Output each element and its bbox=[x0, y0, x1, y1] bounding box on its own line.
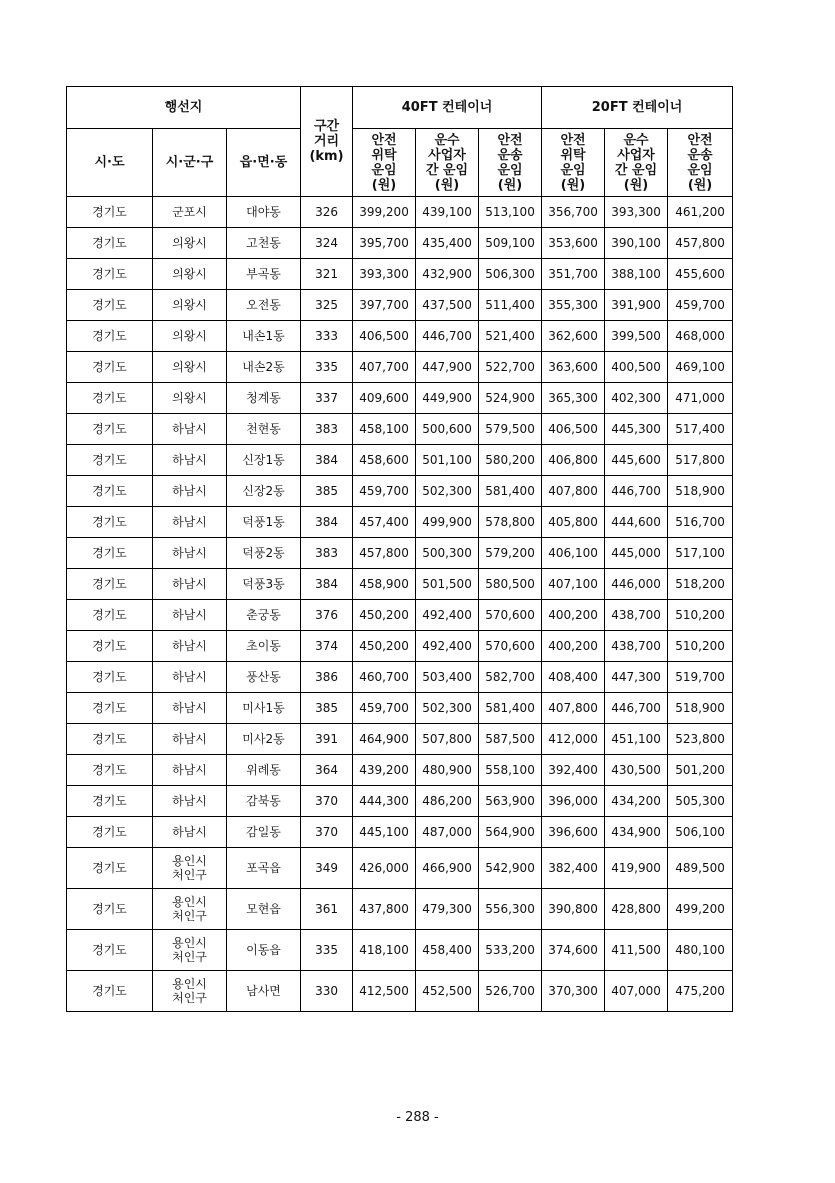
cell-20ft-safe-entrust: 356,700 bbox=[542, 197, 605, 228]
cell-40ft-carrier: 479,300 bbox=[416, 889, 479, 930]
cell-sigungu: 하남시 bbox=[153, 476, 227, 507]
cell-distance: 349 bbox=[301, 848, 353, 889]
cell-20ft-safe-transport: 471,000 bbox=[668, 383, 733, 414]
cell-20ft-carrier: 445,300 bbox=[605, 414, 668, 445]
table-row bbox=[67, 259, 733, 290]
cell-distance: 385 bbox=[301, 693, 353, 724]
cell-40ft-safe-transport: 587,500 bbox=[479, 724, 542, 755]
table-row bbox=[67, 848, 733, 889]
cell-eupmyeondong: 남사면 bbox=[227, 971, 301, 1012]
table-row bbox=[67, 228, 733, 259]
cell-40ft-safe-transport: 570,600 bbox=[479, 600, 542, 631]
cell-eupmyeondong: 초이동 bbox=[227, 631, 301, 662]
cell-20ft-safe-entrust: 355,300 bbox=[542, 290, 605, 321]
cell-sigungu: 하남시 bbox=[153, 414, 227, 445]
cell-40ft-safe-transport: 521,400 bbox=[479, 321, 542, 352]
table-row bbox=[67, 197, 733, 228]
cell-20ft-safe-entrust: 392,400 bbox=[542, 755, 605, 786]
cell-sigungu: 의왕시 bbox=[153, 321, 227, 352]
cell-sigungu: 의왕시 bbox=[153, 259, 227, 290]
cell-sido: 경기도 bbox=[67, 476, 153, 507]
cell-eupmyeondong: 덕풍3동 bbox=[227, 569, 301, 600]
cell-40ft-carrier: 466,900 bbox=[416, 848, 479, 889]
cell-40ft-carrier: 447,900 bbox=[416, 352, 479, 383]
cell-distance: 384 bbox=[301, 507, 353, 538]
cell-sigungu: 하남시 bbox=[153, 507, 227, 538]
header-20ft-carrier: 운수 사업자 간 운임 (원) bbox=[605, 129, 668, 197]
cell-40ft-safe-transport: 581,400 bbox=[479, 693, 542, 724]
cell-40ft-carrier: 492,400 bbox=[416, 600, 479, 631]
cell-sigungu: 하남시 bbox=[153, 569, 227, 600]
header-eupmyeondong: 읍·면·동 bbox=[227, 129, 301, 197]
table-row bbox=[67, 445, 733, 476]
cell-40ft-safe-entrust: 450,200 bbox=[353, 600, 416, 631]
cell-sido: 경기도 bbox=[67, 414, 153, 445]
cell-40ft-carrier: 480,900 bbox=[416, 755, 479, 786]
cell-40ft-safe-entrust: 458,900 bbox=[353, 569, 416, 600]
cell-40ft-safe-transport: 522,700 bbox=[479, 352, 542, 383]
cell-sido: 경기도 bbox=[67, 693, 153, 724]
cell-20ft-carrier: 391,900 bbox=[605, 290, 668, 321]
cell-eupmyeondong: 모현읍 bbox=[227, 889, 301, 930]
cell-40ft-safe-entrust: 460,700 bbox=[353, 662, 416, 693]
table-row bbox=[67, 507, 733, 538]
cell-40ft-safe-entrust: 397,700 bbox=[353, 290, 416, 321]
cell-sigungu: 용인시 처인구 bbox=[153, 971, 227, 1012]
cell-distance: 383 bbox=[301, 414, 353, 445]
cell-sigungu: 하남시 bbox=[153, 817, 227, 848]
cell-20ft-carrier: 407,000 bbox=[605, 971, 668, 1012]
cell-20ft-safe-entrust: 396,000 bbox=[542, 786, 605, 817]
cell-40ft-safe-entrust: 458,100 bbox=[353, 414, 416, 445]
cell-distance: 370 bbox=[301, 786, 353, 817]
cell-sido: 경기도 bbox=[67, 600, 153, 631]
cell-eupmyeondong: 춘궁동 bbox=[227, 600, 301, 631]
cell-distance: 335 bbox=[301, 930, 353, 971]
cell-20ft-safe-transport: 459,700 bbox=[668, 290, 733, 321]
cell-20ft-safe-entrust: 390,800 bbox=[542, 889, 605, 930]
table-row bbox=[67, 930, 733, 971]
cell-sido: 경기도 bbox=[67, 631, 153, 662]
cell-eupmyeondong: 이동읍 bbox=[227, 930, 301, 971]
cell-20ft-safe-transport: 510,200 bbox=[668, 600, 733, 631]
cell-20ft-safe-transport: 480,100 bbox=[668, 930, 733, 971]
cell-40ft-safe-entrust: 393,300 bbox=[353, 259, 416, 290]
cell-20ft-safe-transport: 501,200 bbox=[668, 755, 733, 786]
cell-sigungu: 의왕시 bbox=[153, 383, 227, 414]
table-row bbox=[67, 476, 733, 507]
cell-sigungu: 하남시 bbox=[153, 786, 227, 817]
cell-20ft-safe-entrust: 362,600 bbox=[542, 321, 605, 352]
cell-eupmyeondong: 위례동 bbox=[227, 755, 301, 786]
cell-sido: 경기도 bbox=[67, 569, 153, 600]
cell-sigungu: 하남시 bbox=[153, 662, 227, 693]
cell-20ft-carrier: 400,500 bbox=[605, 352, 668, 383]
table-row bbox=[67, 569, 733, 600]
cell-40ft-safe-transport: 579,500 bbox=[479, 414, 542, 445]
cell-40ft-carrier: 500,600 bbox=[416, 414, 479, 445]
cell-sigungu: 의왕시 bbox=[153, 228, 227, 259]
cell-sido: 경기도 bbox=[67, 971, 153, 1012]
cell-40ft-carrier: 437,500 bbox=[416, 290, 479, 321]
cell-distance: 383 bbox=[301, 538, 353, 569]
cell-40ft-safe-entrust: 457,800 bbox=[353, 538, 416, 569]
table-row bbox=[67, 971, 733, 1012]
cell-20ft-safe-transport: 457,800 bbox=[668, 228, 733, 259]
cell-40ft-safe-transport: 513,100 bbox=[479, 197, 542, 228]
cell-distance: 335 bbox=[301, 352, 353, 383]
cell-20ft-carrier: 399,500 bbox=[605, 321, 668, 352]
cell-20ft-safe-entrust: 396,600 bbox=[542, 817, 605, 848]
cell-20ft-safe-transport: 517,400 bbox=[668, 414, 733, 445]
cell-40ft-safe-transport: 556,300 bbox=[479, 889, 542, 930]
cell-20ft-safe-transport: 489,500 bbox=[668, 848, 733, 889]
cell-40ft-safe-entrust: 426,000 bbox=[353, 848, 416, 889]
cell-20ft-safe-entrust: 400,200 bbox=[542, 600, 605, 631]
cell-20ft-safe-entrust: 370,300 bbox=[542, 971, 605, 1012]
cell-20ft-carrier: 438,700 bbox=[605, 600, 668, 631]
cell-40ft-safe-entrust: 418,100 bbox=[353, 930, 416, 971]
cell-distance: 385 bbox=[301, 476, 353, 507]
cell-distance: 391 bbox=[301, 724, 353, 755]
cell-20ft-safe-transport: 523,800 bbox=[668, 724, 733, 755]
cell-40ft-safe-transport: 580,200 bbox=[479, 445, 542, 476]
cell-40ft-safe-entrust: 399,200 bbox=[353, 197, 416, 228]
cell-20ft-carrier: 444,600 bbox=[605, 507, 668, 538]
cell-sigungu: 하남시 bbox=[153, 755, 227, 786]
cell-eupmyeondong: 대야동 bbox=[227, 197, 301, 228]
cell-distance: 325 bbox=[301, 290, 353, 321]
cell-20ft-carrier: 445,000 bbox=[605, 538, 668, 569]
cell-40ft-safe-entrust: 409,600 bbox=[353, 383, 416, 414]
cell-20ft-carrier: 446,700 bbox=[605, 476, 668, 507]
cell-20ft-carrier: 434,200 bbox=[605, 786, 668, 817]
cell-20ft-safe-entrust: 406,500 bbox=[542, 414, 605, 445]
cell-20ft-safe-transport: 518,900 bbox=[668, 693, 733, 724]
cell-40ft-safe-entrust: 464,900 bbox=[353, 724, 416, 755]
cell-40ft-safe-entrust: 458,600 bbox=[353, 445, 416, 476]
header-40ft-safe-entrust: 안전 위탁 운임 (원) bbox=[353, 129, 416, 197]
cell-sigungu: 하남시 bbox=[153, 538, 227, 569]
cell-sido: 경기도 bbox=[67, 848, 153, 889]
header-40ft: 40FT 컨테이너 bbox=[353, 87, 542, 129]
cell-20ft-carrier: 438,700 bbox=[605, 631, 668, 662]
cell-40ft-safe-transport: 542,900 bbox=[479, 848, 542, 889]
cell-20ft-safe-entrust: 374,600 bbox=[542, 930, 605, 971]
cell-eupmyeondong: 감일동 bbox=[227, 817, 301, 848]
cell-40ft-carrier: 439,100 bbox=[416, 197, 479, 228]
cell-eupmyeondong: 미사2동 bbox=[227, 724, 301, 755]
cell-20ft-safe-entrust: 407,100 bbox=[542, 569, 605, 600]
cell-20ft-safe-entrust: 408,400 bbox=[542, 662, 605, 693]
cell-20ft-safe-transport: 517,800 bbox=[668, 445, 733, 476]
cell-40ft-safe-transport: 558,100 bbox=[479, 755, 542, 786]
cell-20ft-safe-transport: 518,900 bbox=[668, 476, 733, 507]
header-40ft-safe-transport: 안전 운송 운임 (원) bbox=[479, 129, 542, 197]
table-row bbox=[67, 817, 733, 848]
cell-20ft-safe-entrust: 363,600 bbox=[542, 352, 605, 383]
cell-40ft-carrier: 502,300 bbox=[416, 476, 479, 507]
cell-sido: 경기도 bbox=[67, 321, 153, 352]
cell-sigungu: 하남시 bbox=[153, 631, 227, 662]
cell-20ft-carrier: 446,000 bbox=[605, 569, 668, 600]
cell-eupmyeondong: 부곡동 bbox=[227, 259, 301, 290]
cell-eupmyeondong: 신장2동 bbox=[227, 476, 301, 507]
cell-sigungu: 의왕시 bbox=[153, 290, 227, 321]
header-destination: 행선지 bbox=[67, 87, 301, 129]
cell-sigungu: 하남시 bbox=[153, 693, 227, 724]
cell-20ft-carrier: 390,100 bbox=[605, 228, 668, 259]
cell-20ft-safe-transport: 519,700 bbox=[668, 662, 733, 693]
cell-distance: 361 bbox=[301, 889, 353, 930]
table-row bbox=[67, 889, 733, 930]
cell-eupmyeondong: 내손1동 bbox=[227, 321, 301, 352]
cell-sigungu: 하남시 bbox=[153, 600, 227, 631]
cell-20ft-safe-entrust: 407,800 bbox=[542, 693, 605, 724]
cell-sido: 경기도 bbox=[67, 662, 153, 693]
cell-20ft-carrier: 434,900 bbox=[605, 817, 668, 848]
cell-40ft-safe-transport: 509,100 bbox=[479, 228, 542, 259]
cell-eupmyeondong: 감북동 bbox=[227, 786, 301, 817]
cell-distance: 374 bbox=[301, 631, 353, 662]
cell-40ft-safe-transport: 563,900 bbox=[479, 786, 542, 817]
cell-20ft-safe-transport: 499,200 bbox=[668, 889, 733, 930]
cell-eupmyeondong: 덕풍1동 bbox=[227, 507, 301, 538]
cell-20ft-carrier: 451,100 bbox=[605, 724, 668, 755]
cell-sigungu: 의왕시 bbox=[153, 352, 227, 383]
table-row bbox=[67, 600, 733, 631]
cell-eupmyeondong: 오전동 bbox=[227, 290, 301, 321]
cell-sigungu: 용인시 처인구 bbox=[153, 889, 227, 930]
cell-40ft-safe-entrust: 444,300 bbox=[353, 786, 416, 817]
cell-40ft-carrier: 501,500 bbox=[416, 569, 479, 600]
cell-40ft-carrier: 486,200 bbox=[416, 786, 479, 817]
header-20ft-safe-entrust: 안전 위탁 운임 (원) bbox=[542, 129, 605, 197]
cell-40ft-carrier: 487,000 bbox=[416, 817, 479, 848]
table-row bbox=[67, 290, 733, 321]
cell-20ft-safe-entrust: 351,700 bbox=[542, 259, 605, 290]
cell-40ft-carrier: 435,400 bbox=[416, 228, 479, 259]
cell-20ft-safe-transport: 505,300 bbox=[668, 786, 733, 817]
cell-20ft-safe-entrust: 400,200 bbox=[542, 631, 605, 662]
cell-40ft-safe-entrust: 445,100 bbox=[353, 817, 416, 848]
table-row bbox=[67, 352, 733, 383]
cell-20ft-safe-entrust: 407,800 bbox=[542, 476, 605, 507]
cell-40ft-safe-transport: 564,900 bbox=[479, 817, 542, 848]
cell-sigungu: 용인시 처인구 bbox=[153, 930, 227, 971]
cell-40ft-safe-transport: 570,600 bbox=[479, 631, 542, 662]
cell-20ft-safe-transport: 506,100 bbox=[668, 817, 733, 848]
cell-20ft-safe-transport: 469,100 bbox=[668, 352, 733, 383]
page-number: - 288 - bbox=[396, 1110, 439, 1125]
header-sido: 시·도 bbox=[67, 129, 153, 197]
cell-20ft-carrier: 428,800 bbox=[605, 889, 668, 930]
cell-40ft-safe-transport: 526,700 bbox=[479, 971, 542, 1012]
cell-eupmyeondong: 신장1동 bbox=[227, 445, 301, 476]
cell-distance: 326 bbox=[301, 197, 353, 228]
cell-20ft-safe-entrust: 353,600 bbox=[542, 228, 605, 259]
cell-sido: 경기도 bbox=[67, 445, 153, 476]
cell-20ft-safe-entrust: 382,400 bbox=[542, 848, 605, 889]
cell-sido: 경기도 bbox=[67, 724, 153, 755]
cell-sigungu: 용인시 처인구 bbox=[153, 848, 227, 889]
cell-sido: 경기도 bbox=[67, 538, 153, 569]
cell-40ft-safe-entrust: 437,800 bbox=[353, 889, 416, 930]
cell-distance: 370 bbox=[301, 817, 353, 848]
cell-eupmyeondong: 덕풍2동 bbox=[227, 538, 301, 569]
cell-40ft-carrier: 432,900 bbox=[416, 259, 479, 290]
cell-sigungu: 하남시 bbox=[153, 724, 227, 755]
freight-rate-table bbox=[66, 86, 733, 1012]
table-row bbox=[67, 693, 733, 724]
cell-20ft-carrier: 445,600 bbox=[605, 445, 668, 476]
cell-distance: 376 bbox=[301, 600, 353, 631]
cell-sido: 경기도 bbox=[67, 228, 153, 259]
cell-20ft-carrier: 430,500 bbox=[605, 755, 668, 786]
table-body bbox=[67, 197, 733, 1012]
cell-20ft-safe-transport: 455,600 bbox=[668, 259, 733, 290]
table-row bbox=[67, 662, 733, 693]
cell-40ft-safe-transport: 511,400 bbox=[479, 290, 542, 321]
cell-20ft-carrier: 393,300 bbox=[605, 197, 668, 228]
cell-eupmyeondong: 내손2동 bbox=[227, 352, 301, 383]
cell-40ft-safe-transport: 506,300 bbox=[479, 259, 542, 290]
cell-20ft-safe-transport: 461,200 bbox=[668, 197, 733, 228]
cell-sigungu: 하남시 bbox=[153, 445, 227, 476]
cell-sido: 경기도 bbox=[67, 817, 153, 848]
cell-40ft-carrier: 500,300 bbox=[416, 538, 479, 569]
cell-20ft-safe-entrust: 406,100 bbox=[542, 538, 605, 569]
table-header bbox=[67, 87, 733, 197]
cell-40ft-safe-transport: 582,700 bbox=[479, 662, 542, 693]
cell-40ft-carrier: 501,100 bbox=[416, 445, 479, 476]
cell-eupmyeondong: 청계동 bbox=[227, 383, 301, 414]
cell-20ft-safe-transport: 516,700 bbox=[668, 507, 733, 538]
cell-20ft-carrier: 419,900 bbox=[605, 848, 668, 889]
table-row bbox=[67, 786, 733, 817]
cell-40ft-carrier: 452,500 bbox=[416, 971, 479, 1012]
cell-eupmyeondong: 미사1동 bbox=[227, 693, 301, 724]
table-row bbox=[67, 414, 733, 445]
table-row bbox=[67, 755, 733, 786]
cell-40ft-safe-transport: 578,800 bbox=[479, 507, 542, 538]
cell-distance: 330 bbox=[301, 971, 353, 1012]
cell-eupmyeondong: 고천동 bbox=[227, 228, 301, 259]
cell-sigungu: 군포시 bbox=[153, 197, 227, 228]
header-40ft-carrier: 운수 사업자 간 운임 (원) bbox=[416, 129, 479, 197]
cell-20ft-safe-entrust: 405,800 bbox=[542, 507, 605, 538]
table-row bbox=[67, 321, 733, 352]
cell-20ft-carrier: 388,100 bbox=[605, 259, 668, 290]
header-20ft: 20FT 컨테이너 bbox=[542, 87, 733, 129]
header-distance: 구간 거리 (km) bbox=[301, 87, 353, 197]
table-row bbox=[67, 631, 733, 662]
cell-distance: 333 bbox=[301, 321, 353, 352]
cell-40ft-safe-entrust: 395,700 bbox=[353, 228, 416, 259]
table-row bbox=[67, 383, 733, 414]
cell-40ft-carrier: 499,900 bbox=[416, 507, 479, 538]
cell-40ft-safe-transport: 533,200 bbox=[479, 930, 542, 971]
cell-distance: 321 bbox=[301, 259, 353, 290]
cell-40ft-safe-entrust: 457,400 bbox=[353, 507, 416, 538]
cell-40ft-safe-entrust: 439,200 bbox=[353, 755, 416, 786]
cell-sido: 경기도 bbox=[67, 930, 153, 971]
cell-40ft-carrier: 507,800 bbox=[416, 724, 479, 755]
cell-20ft-carrier: 411,500 bbox=[605, 930, 668, 971]
cell-20ft-carrier: 402,300 bbox=[605, 383, 668, 414]
cell-40ft-carrier: 503,400 bbox=[416, 662, 479, 693]
cell-eupmyeondong: 천현동 bbox=[227, 414, 301, 445]
table-row bbox=[67, 724, 733, 755]
cell-20ft-carrier: 446,700 bbox=[605, 693, 668, 724]
cell-distance: 384 bbox=[301, 445, 353, 476]
cell-40ft-safe-transport: 524,900 bbox=[479, 383, 542, 414]
cell-sido: 경기도 bbox=[67, 889, 153, 930]
cell-20ft-safe-transport: 468,000 bbox=[668, 321, 733, 352]
cell-40ft-safe-transport: 581,400 bbox=[479, 476, 542, 507]
cell-20ft-safe-entrust: 412,000 bbox=[542, 724, 605, 755]
header-sigungu: 시·군·구 bbox=[153, 129, 227, 197]
cell-20ft-carrier: 447,300 bbox=[605, 662, 668, 693]
cell-20ft-safe-entrust: 365,300 bbox=[542, 383, 605, 414]
cell-eupmyeondong: 포곡읍 bbox=[227, 848, 301, 889]
cell-sido: 경기도 bbox=[67, 383, 153, 414]
cell-40ft-carrier: 502,300 bbox=[416, 693, 479, 724]
cell-40ft-safe-entrust: 459,700 bbox=[353, 693, 416, 724]
cell-40ft-safe-entrust: 412,500 bbox=[353, 971, 416, 1012]
cell-40ft-carrier: 449,900 bbox=[416, 383, 479, 414]
cell-distance: 384 bbox=[301, 569, 353, 600]
cell-sido: 경기도 bbox=[67, 507, 153, 538]
cell-40ft-safe-entrust: 406,500 bbox=[353, 321, 416, 352]
cell-distance: 364 bbox=[301, 755, 353, 786]
cell-40ft-safe-entrust: 450,200 bbox=[353, 631, 416, 662]
cell-sido: 경기도 bbox=[67, 352, 153, 383]
cell-sido: 경기도 bbox=[67, 259, 153, 290]
cell-distance: 337 bbox=[301, 383, 353, 414]
cell-sido: 경기도 bbox=[67, 786, 153, 817]
cell-20ft-safe-transport: 517,100 bbox=[668, 538, 733, 569]
cell-20ft-safe-entrust: 406,800 bbox=[542, 445, 605, 476]
cell-20ft-safe-transport: 518,200 bbox=[668, 569, 733, 600]
cell-40ft-carrier: 492,400 bbox=[416, 631, 479, 662]
cell-sido: 경기도 bbox=[67, 755, 153, 786]
cell-40ft-carrier: 458,400 bbox=[416, 930, 479, 971]
cell-40ft-safe-transport: 579,200 bbox=[479, 538, 542, 569]
cell-40ft-safe-transport: 580,500 bbox=[479, 569, 542, 600]
cell-20ft-safe-transport: 475,200 bbox=[668, 971, 733, 1012]
cell-sido: 경기도 bbox=[67, 197, 153, 228]
header-20ft-safe-transport: 안전 운송 운임 (원) bbox=[668, 129, 733, 197]
cell-40ft-carrier: 446,700 bbox=[416, 321, 479, 352]
cell-40ft-safe-entrust: 459,700 bbox=[353, 476, 416, 507]
cell-20ft-safe-transport: 510,200 bbox=[668, 631, 733, 662]
cell-sido: 경기도 bbox=[67, 290, 153, 321]
cell-40ft-safe-entrust: 407,700 bbox=[353, 352, 416, 383]
table-row bbox=[67, 538, 733, 569]
cell-eupmyeondong: 풍산동 bbox=[227, 662, 301, 693]
cell-distance: 386 bbox=[301, 662, 353, 693]
cell-distance: 324 bbox=[301, 228, 353, 259]
